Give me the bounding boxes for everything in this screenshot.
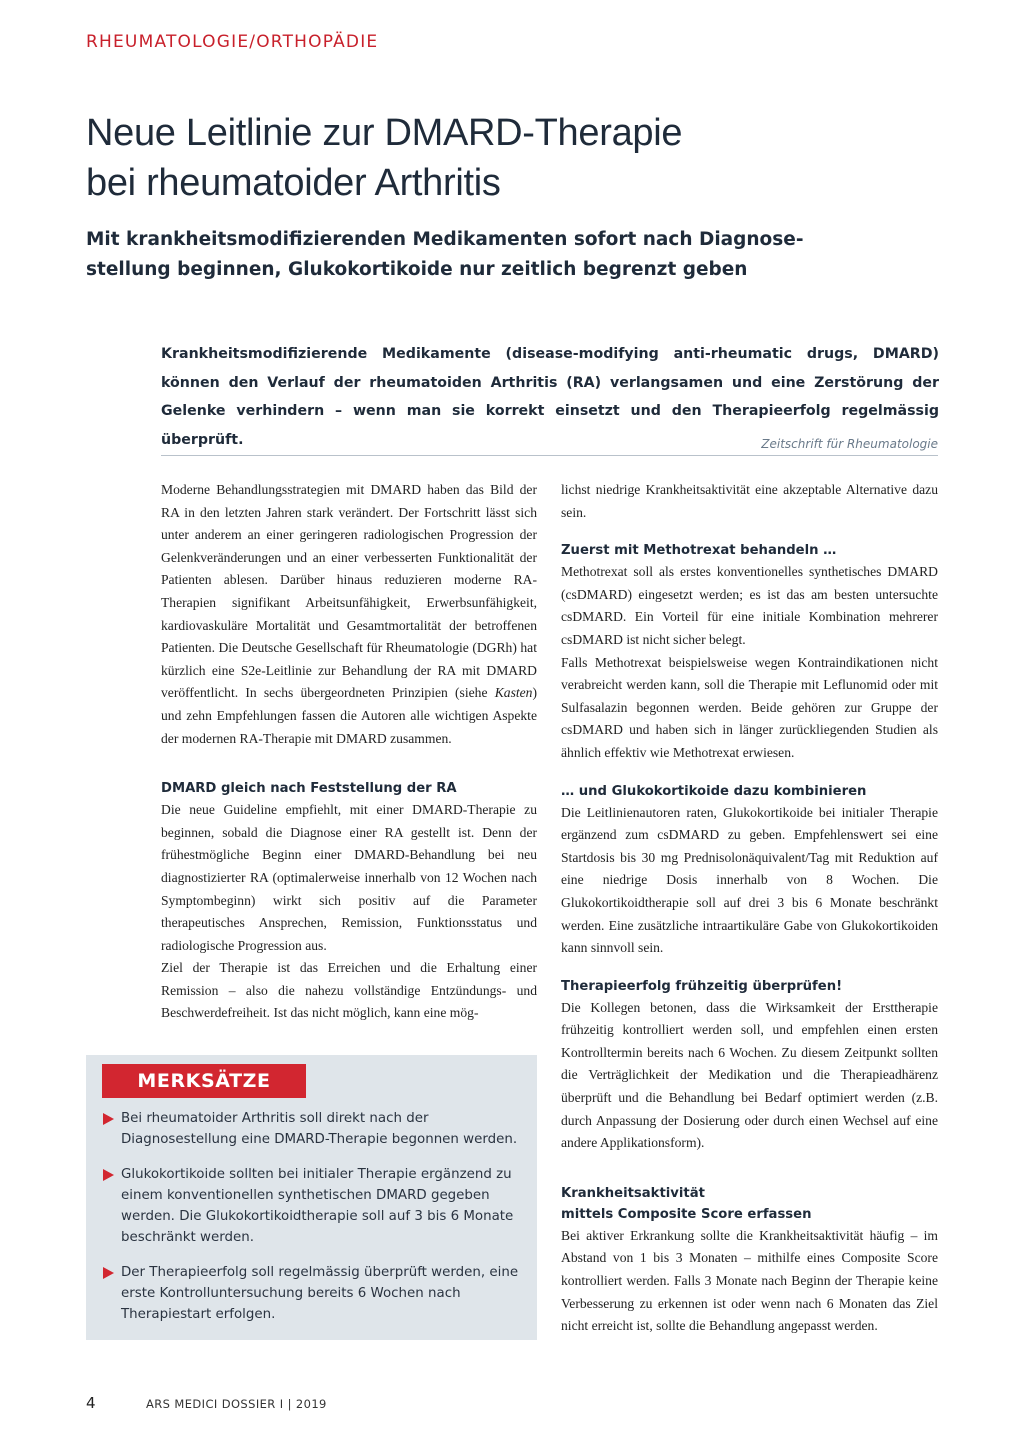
list-item bbox=[103, 1262, 525, 1325]
body-paragraph: Falls Methotrexat beispielsweise wegen Kontraindikationen nicht verabreicht werden kann, soll die Therapie mit Leflunomid oder mit Sulfasalazin begonnen werden. Beide gehören zur Gruppe der csDMARD und haben sich in länger zurückliegenden Studien als ähnlich effektiv wie Methotrexat erwiesen. bbox=[561, 654, 938, 760]
body-paragraph: Bei aktiver Erkrankung sollte die Krankheitsaktivität häufig – im Abstand von 1 bis 3 Monaten – mithilfe eines Composite Score kontrolliert werden. Falls 3 Monate nach Beginn der Therapie keine Verbesserung zu erkennen ist oder wenn nach 6 Monaten das Ziel nicht erreicht ist, sollte die Behandlung angepasst werden. bbox=[561, 1227, 938, 1334]
body-paragraph: Die Leitlinienautoren raten, Glukokortikoide bei initialer Therapie ergänzend zum csDMARD zu geben. Empfehlenswert sei eine Startdosis bis 30 mg Prednisolonäquivalent/Tag mit Reduktion auf eine niedrige Dosis innerhalb von 8 Wochen. Die Glukokortikoidtherapie soll auf drei 3 bis 6 Monate beschränkt werden. Eine zusätzliche intraartikuläre Gabe von Glukokortikoiden kann sinnvoll sein. bbox=[561, 804, 938, 956]
publication-footer: ARS MEDICI DOSSIER I | 2019 bbox=[146, 1397, 327, 1411]
list-item-text: Bei rheumatoider Arthritis soll direkt nach der Diagnosestellung eine DMARD-Therapie begonnen werden. bbox=[121, 1111, 518, 1147]
title-line-2: bei rheumatoider Arthritis bbox=[86, 162, 501, 204]
merksaetze-list bbox=[103, 1108, 525, 1339]
body-paragraph: Die neue Guideline empfiehlt, mit einer DMARD-Therapie zu beginnen, sobald die Diagnose einer RA gestellt ist. Denn der frühestmögliche Beginn einer DMARD-Behandlung bei neu diagnostizierter RA (optimalerweise innerhalb von 12 Wochen nach Symptombeginn) wirkt sich positiv auf die Parameter therapeutisches Ansprechen, Remission, Funktionsstatus und radiologische Progression aus. bbox=[161, 802, 537, 953]
intro-text-a: Moderne Behandlungsstrategien mit DMARD haben das Bild der RA in den letzten Jahren stark verändert. Der Fortschritt lässt sich unter anderem an einer geringeren radiologischen Progression der Gelenkveränderungen und an einer verbesserten Funktionalität der Patienten ablesen. Darüber hinaus reduzieren moderne RA-Therapien signifikant Arbeitsunfähigkeit, Erwerbsunfähigkeit, kardiovaskuläre Mortalität und Gesamtmortalität der betroffenen Patienten. Die Deutsche Gesellschaft für Rheumatologie (DGRh) hat kürzlich eine S2e-Leitlinie zur Behandlung der RA mit DMARD veröffentlicht. In sechs übergeordneten Prinzipien (siehe bbox=[161, 482, 537, 701]
intro-paragraph bbox=[161, 479, 537, 750]
title-line-1: Neue Leitlinie zur DMARD-Therapie bbox=[86, 112, 683, 154]
list-item bbox=[103, 1108, 525, 1150]
page-number: 4 bbox=[86, 1394, 96, 1412]
intro-text-b: ) und zehn Empfehlungen fassen die Autoren alle wichtigen Aspekte der modernen RA-Therapie mit DMARD zusammen. bbox=[161, 685, 537, 746]
section-heading bbox=[561, 1183, 938, 1225]
heading-line-2: mittels Composite Score erfassen bbox=[561, 1206, 812, 1222]
body-paragraph: Methotrexat soll als erstes konventionelles synthetisches DMARD (csDMARD) eingesetzt werden; es ist das am besten untersuchte csDMARD. Ein Vorteil für eine initiale Kombination mehrerer csDMARD ist nicht sicher belegt. bbox=[561, 564, 938, 647]
intro-emphasis: Kasten bbox=[494, 685, 533, 701]
section-label: RHEUMATOLOGIE/ORTHOPÄDIE bbox=[86, 32, 379, 52]
body-paragraph: lichst niedrige Krankheitsaktivität eine akzeptable Alternative dazu sein. bbox=[561, 482, 938, 520]
body-paragraph: Ziel der Therapie ist das Erreichen und die Erhaltung einer Remission – also die nahezu vollständige Entzündungs- und Beschwerdefreiheit. Ist das nicht möglich, kann eine mög- bbox=[161, 960, 537, 1021]
subtitle-line-2: stellung beginnen, Glukokortikoide nur zeitlich begrenzt geben bbox=[86, 259, 748, 280]
section-heading: Zuerst mit Methotrexat behandeln … bbox=[561, 543, 837, 559]
section-heading: Therapieerfolg frühzeitig überprüfen! bbox=[561, 978, 843, 994]
divider bbox=[161, 455, 938, 456]
list-item-text: Glukokortikoide sollten bei initialer Therapie ergänzend zu einem konventionellen synthetischen DMARD gegeben werden. Die Glukokortikoidtherapie soll auf 3 bis 6 Monate beschränkt werden. bbox=[121, 1167, 514, 1245]
right-column bbox=[561, 479, 938, 1338]
triangle-bullet-icon bbox=[103, 1113, 114, 1125]
merksaetze-heading: MERKSÄTZE bbox=[102, 1064, 306, 1098]
lead-source: Zeitschrift für Rheumatologie bbox=[761, 437, 938, 451]
left-column bbox=[161, 479, 537, 1025]
subtitle-line-1: Mit krankheitsmodifizierenden Medikamenten sofort nach Diagnose- bbox=[86, 229, 804, 250]
section-heading: DMARD gleich nach Feststellung der RA bbox=[161, 781, 457, 797]
heading-line-1: Krankheitsaktivität bbox=[561, 1185, 705, 1201]
list-item bbox=[103, 1164, 525, 1248]
article-title bbox=[86, 108, 966, 208]
triangle-bullet-icon bbox=[103, 1267, 114, 1279]
triangle-bullet-icon bbox=[103, 1169, 114, 1181]
list-item-text: Der Therapieerfolg soll regelmässig überprüft werden, eine erste Kontrolluntersuchung bereits 6 Wochen nach Therapiestart erfolgen. bbox=[121, 1265, 519, 1322]
section-heading: … und Glukokortikoide dazu kombinieren bbox=[561, 783, 867, 799]
body-paragraph: Die Kollegen betonen, dass die Wirksamkeit der Ersttherapie frühzeitig kontrolliert werden soll, und empfehlen einen ersten Kontrolltermin bereits nach 6 Wochen. Zu diesem Zeitpunkt sollten die Verträglichkeit der Medikation und die Therapieadhärenz überprüft und die Behandlung bei Bedarf optimiert werden (z.B. durch Anpassung der Dosierung oder durch einen Wechsel auf eine andere Applikationsform). bbox=[561, 999, 938, 1151]
article-subtitle bbox=[86, 225, 956, 285]
lead-paragraph: Krankheitsmodifizierende Medikamente (disease-modifying anti-rheumatic drugs, DMARD) können den Verlauf der rheumatoiden Arthritis (RA) verlangsamen und eine Zerstörung der Gelenke verhindern – wenn man sie korrekt einsetzt und den Therapieerfolg regelmässig überprüft. bbox=[161, 346, 939, 448]
